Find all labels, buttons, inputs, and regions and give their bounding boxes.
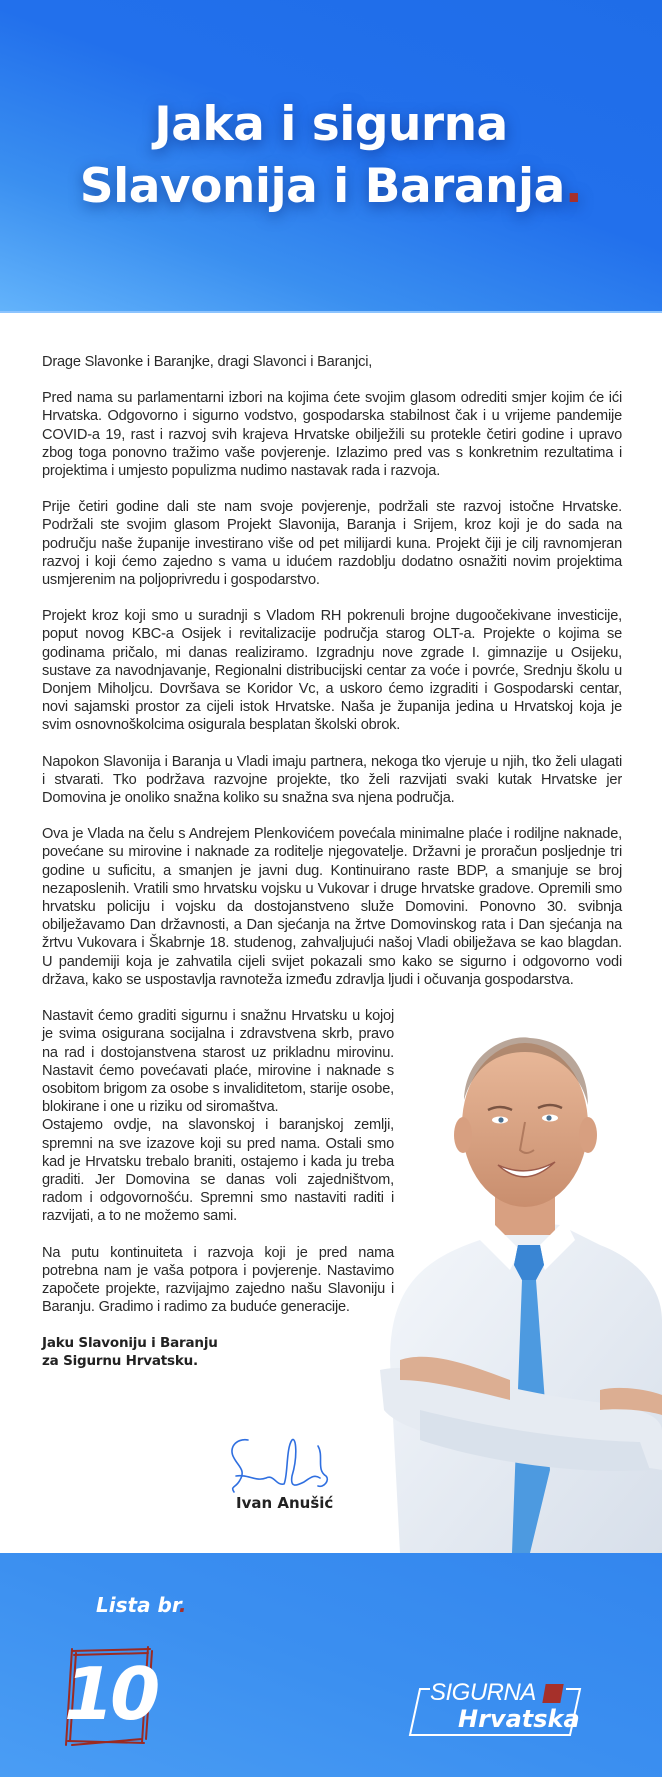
list-label-period: . [178, 1593, 187, 1617]
paragraph-7: Ostajemo ovdje, na slavonskoj i baranjskoj zemlji, spremni na sve izazove koji su pred nama. Ostali smo kad je Hrvatsku trebalo braniti, ostajemo i kada ju treba graditi. Jer Domovina se danas voli zajedništvom, radom i odgovornošću. Spremni smo nastaviti raditi i razvijati, a to ne možemo sami. [42, 1117, 394, 1225]
title-line-2 [0, 156, 662, 218]
paragraph-3: Projekt kroz koji smo u suradnji s Vladom RH pokrenuli brojne dugoočekivane investicije, poput novog KBC-a Osijek i revitalizacije područja starog OLT-a. Projekte o kojima se godinama pričalo, mi danas realiziramo. Izgradnju nove zgrade I. gimnazije u Osijeku, sustave za navodnjavanje, Regionalni distribucijski centar za voće i povrće, Srednju školu u Donjem Miholjcu. Dovršava se Koridor Vc, a uskoro ćemo izgraditi i Gospodarski centar, novi sajamski prostor za cijeli istok Hrvatske. Naša je županija jedina u Hrvatskoj koja je svim osnovnoškolcima osigurala besplatan školski obrok. [42, 608, 622, 734]
closing-line-2: za Sigurnu Hrvatsku. [42, 1353, 198, 1370]
list-label [96, 1593, 186, 1617]
closing-line-1: Jaku Slavoniju i Baranju [42, 1335, 218, 1352]
title-period: . [564, 159, 583, 214]
paragraph-1: Pred nama su parlamentarni izbori na kojima ćete svojim glasom odrediti smjer kojim će ići Hrvatska. Odgovorno i sigurno vodstvo, gospodarska stabilnost čak i u vrijeme pandemije COVID-a 19, rast i razvoj svih krajeva Hrvatske obilježili su protekle četiri godine i upravo zbog toga ponovno tražimo vaše povjerenje. Izlazimo pred vas s konkretnim rezultatima i projektima i umjesto populizma nudimo nastavak rada i razvoja. [42, 390, 622, 480]
signature-icon [226, 1436, 336, 1498]
footer-banner [0, 1553, 662, 1777]
greeting: Drage Slavonke i Baranjke, dragi Slavonci i Baranjci, [42, 354, 373, 370]
paragraph-4: Napokon Slavonija i Baranja u Vladi imaju partnera, nekoga tko vjeruje u njih, tko želi ulagati i stvarati. Tko podržava razvojne projekte, tko želi razvijati svaki kutak Hrvatske jer Domovina je onoliko snažna koliko su snažna sva njena područja. [42, 753, 622, 807]
narrow-column [42, 1007, 394, 1370]
candidate-portrait [360, 1030, 662, 1553]
signer-name: Ivan Anušić [236, 1494, 334, 1512]
logo-top-text: SIGURNA [430, 1679, 536, 1706]
logo-bottom-text: Hrvatska [458, 1705, 580, 1733]
hero-banner [0, 0, 662, 313]
title-line-2-text: Slavonija i Baranja [79, 159, 565, 214]
list-number: 10 [64, 1652, 157, 1736]
paragraph-5: Ova je Vlada na čelu s Andrejem Plenkovićem povećala minimalne plaće i rodiljne naknade, povećane su mirovine i naknade za roditelje njegovatelje. Državni je proračun posljednje tri godine u suficitu, a smanjen je javni dug. Kontinuirano raste BDP, a smanjuje se broj nezaposlenih. Vratili smo hrvatsku vojsku u Vukovar i druge hrvatske gradove. Opremili smo hrvatsku policiju i vojsku da dostojanstveno služe Domovini. Ponovno 30. svibnja obilježavamo Dan državnosti, a Dan sjećanja na žrtve Domovinskog rata i Dan sjećanja na žrtvu Vukovara i Škabrnje 18. studenog, zahvaljujući našoj Vladi obilježava se kao blagdan. U pandemiji koja je zahvatila cijeli svijet pokazali smo kako se sigurno i odgovorno vodi država, kako se uspostavlja ravnoteža između zdravlja ljudi i očuvanja gospodarstva. [42, 826, 622, 988]
closing-slogan [42, 1334, 394, 1370]
list-label-text: Lista br [96, 1593, 179, 1617]
paragraph-2: Prije četiri godine dali ste nam svoje povjerenje, podržali ste razvoj istočne Hrvatske. Podržali ste svojim glasom Projekt Slavonija, Baranja i Srijem, kroz koji je do sada na području naše županije investirano više od pet milijardi kuna. Projekt čiji je cilj ravnomjeran razvoj i koji ćemo zajedno s vama u idućem razdoblju dodatno osnažiti novim projektima usmjerenim na poljoprivredu i gospodarstvo. [42, 499, 622, 589]
paragraph-8: Na putu kontinuiteta i razvoja koji je pred nama potrebna nam je vaša potpora i povjerenje. Nastavimo započete projekte, razvijajmo zajedno našu Slavoniju i Baranju. Gradimo i radimo za buduće generacije. [42, 1244, 394, 1316]
title-line-1: Jaka i sigurna [154, 97, 508, 152]
paragraph-6: Nastavit ćemo graditi sigurnu i snažnu Hrvatsku u kojoj je svima osigurana socijalna i zdravstvena skrb, pravo na rad i dostojanstvena starost uz prikladnu mirovinu. Nastavit ćemo povećavati plaće, mirovine i naknade s osobitom brigom za osobe s invaliditetom, starije osobe, blokirane i one u riziku od siromaštva. [42, 1008, 394, 1116]
page-title [0, 94, 662, 218]
party-logo [408, 1677, 598, 1739]
logo-square-icon [542, 1684, 563, 1703]
